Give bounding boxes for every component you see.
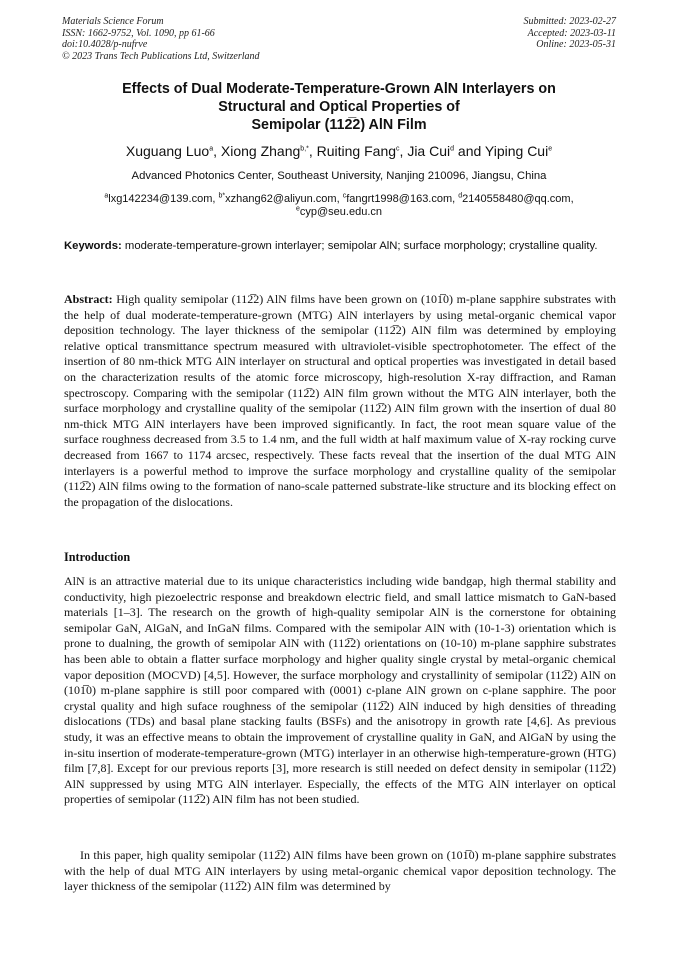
author	[317, 143, 408, 159]
keywords-text: moderate-temperature-grown interlayer; semipolar AlN; surface morphology; crystalline quality.	[121, 240, 598, 252]
submitted-date: Submitted: 2023-02-27	[523, 16, 616, 27]
email-line-1	[30, 193, 648, 206]
email-address: 2140558480@qq.com,	[462, 193, 574, 205]
email-mark: b*	[218, 192, 226, 200]
author-list	[30, 142, 648, 160]
author-affiliation-mark: a	[209, 145, 214, 153]
author-affiliation-mark: d	[450, 145, 455, 153]
author-separator: ,	[399, 143, 408, 159]
journal-name: Materials Science Forum	[62, 16, 164, 27]
author	[126, 143, 221, 159]
author	[407, 143, 485, 159]
author-name: Ruiting Fang	[316, 143, 397, 159]
email-mark: c	[342, 192, 347, 200]
copyright-line: © 2023 Trans Tech Publications Ltd, Switzerland	[62, 50, 260, 62]
issn-line: ISSN: 1662-9752, Vol. 1090, pp 61-66	[62, 27, 215, 39]
online-date: Online: 2023-05-31	[536, 39, 616, 50]
email-list	[30, 193, 648, 219]
doi-line: doi:10.4028/p-nufrve	[62, 39, 148, 50]
intro-paragraph-2: In this paper, high quality semipolar (112̅2) AlN films have been grown on (101̅0) m-plane sapphire substrates with the help of dual MTG AlN interlayers by using metal-organic chemical vapor deposition technology. The layer thickness of the semipolar (112̅2) AlN film was determined by	[64, 848, 616, 894]
paragraph-text: AlN is an attractive material due to its unique characteristics including wide bandgap, high thermal stability and conductivity, high piezoelectric response and breakdown electric field, and small lattice mismatch to GaN-based materials [1–3]. The research on the growth of high-quality semipolar AlN is the cornerstone for obtaining semipolar GaN, AlGaN, and InGaN films. Compared with the semipolar AlN with (10-1-3) orientation which is prone to dualning, the growth of semipolar AlN with (112̅2) orientations on (10-10) m-plane sapphire substrates has been able to obtain a flatter surface morphology and higher quality single crystal by metal-organic chemical vapor deposition (MOCVD) [4,5]. However, the surface morphology and crystallinity of semipolar (112̅2) AlN on (101̅0) m-plane sapphire is still poor compared with (0001) c-plane AlN grown on c-plane sapphire. The poor crystal quality and high suface roughness of the semipolar (112̅2) AlN induced by high densities of threading dislocations (TDs) and basal plane stacking faults (BSFs) and the anisotropy in growth rate [4,6]. As previous study, it was an effective means to obtain the improvement of crystalline quality in GaN, and AlGaN by using the in-situ insertion of moderate-temperature-grown (MTG) interlayer in an otherwise high-temperature-grown (HTG) film [7,8]. Except for our previous reports [3], more research is still needed on defect density in semipolar (112̅2) AlN suppressed by using MTG AlN interlayer. Especially, the effects of the MTG AlN interlayer on optical properties of semipolar (112̅2) AlN film has not been studied.	[64, 574, 616, 807]
author	[221, 143, 317, 159]
keywords	[64, 239, 616, 253]
author-affiliation-mark: c	[396, 145, 400, 153]
title-line-1: Effects of Dual Moderate-Temperature-Grown AlN Interlayers on	[122, 81, 556, 97]
email-mark: d	[458, 192, 463, 200]
title-line-2: Structural and Optical Properties of	[218, 99, 460, 115]
author-separator: ,	[308, 143, 317, 159]
email-address: lxg142234@139.com,	[108, 193, 219, 205]
email-line-2	[30, 206, 648, 219]
author-name: Xuguang Luo	[125, 143, 210, 159]
keywords-label: Keywords:	[64, 240, 122, 252]
email-mark: a	[104, 192, 109, 200]
paper-title	[40, 80, 638, 134]
email-mark: e	[295, 205, 300, 213]
title-line-3: Semipolar (112̅2) AlN Film	[251, 117, 427, 133]
accepted-date: Accepted: 2023-03-11	[527, 27, 616, 39]
email-address: cyp@seu.edu.cn	[299, 206, 382, 218]
author-affiliation-mark: b,*	[300, 145, 309, 153]
intro-paragraph-1	[64, 574, 616, 808]
abstract-label: Abstract:	[64, 292, 113, 306]
author-separator: ,	[213, 143, 221, 159]
journal-info	[62, 16, 260, 62]
affiliation: Advanced Photonics Center, Southeast University, Nanjing 210096, Jiangsu, China	[131, 170, 547, 182]
section-heading: Introduction	[64, 550, 131, 564]
abstract-text: High quality semipolar (112̅2) AlN films have been grown on (101̅0) m-plane sapphire substrates with the help of dual moderate-temperature-grown (MTG) AlN interlayers by using metal-organic chemical vapor deposition technology. The layer thickness of the semipolar (112̅2) AlN film was determined by employing relative optical transmittance spectrum measured with ultraviolet-visible spectrophotometer. The effect of the insertion of 80 nm-thick MTG AlN interlayer on structural and optical properties was investigated in detail based on the characterization results of the atomic force microscopy, high-resolution X-ray diffraction, and Raman spectroscopy. Comparing with the semipolar (112̅2) AlN film grown without the MTG AlN interlayer, both the surface morphology and crystalline quality of the semipolar (112̅2) AlN film grown with the insertion of dual 80 nm-thick MTG AlN interlayers have been improved significantly. In fact, the root mean square value of the surface roughness decreased from 3.5 to 1.4 nm, and the full width at half maximum value of X-ray rocking curve decreased from 1667 to 1174 arcsec, respectively. These facts reveal that the insertion of the dual MTG AlN interlayers is a powerful method to improve the surface morphology and crystalline quality of the semipolar (112̅2) AlN films owing to the formation of nano-scale patterned substrate-like structure and its blocking effect on the propagation of the dislocations.	[64, 292, 616, 509]
submission-dates	[524, 16, 617, 51]
author-separator: and	[454, 143, 485, 159]
author-name: Jia Cui	[407, 143, 451, 159]
author-name: Yiping Cui	[484, 143, 549, 159]
email-address: xzhang62@aliyun.com,	[225, 193, 343, 205]
abstract	[64, 292, 616, 510]
author-name: Xiong Zhang	[220, 143, 301, 159]
email-address: fangrt1998@163.com,	[346, 193, 459, 205]
author-affiliation-mark: e	[548, 145, 553, 153]
author	[485, 143, 552, 159]
